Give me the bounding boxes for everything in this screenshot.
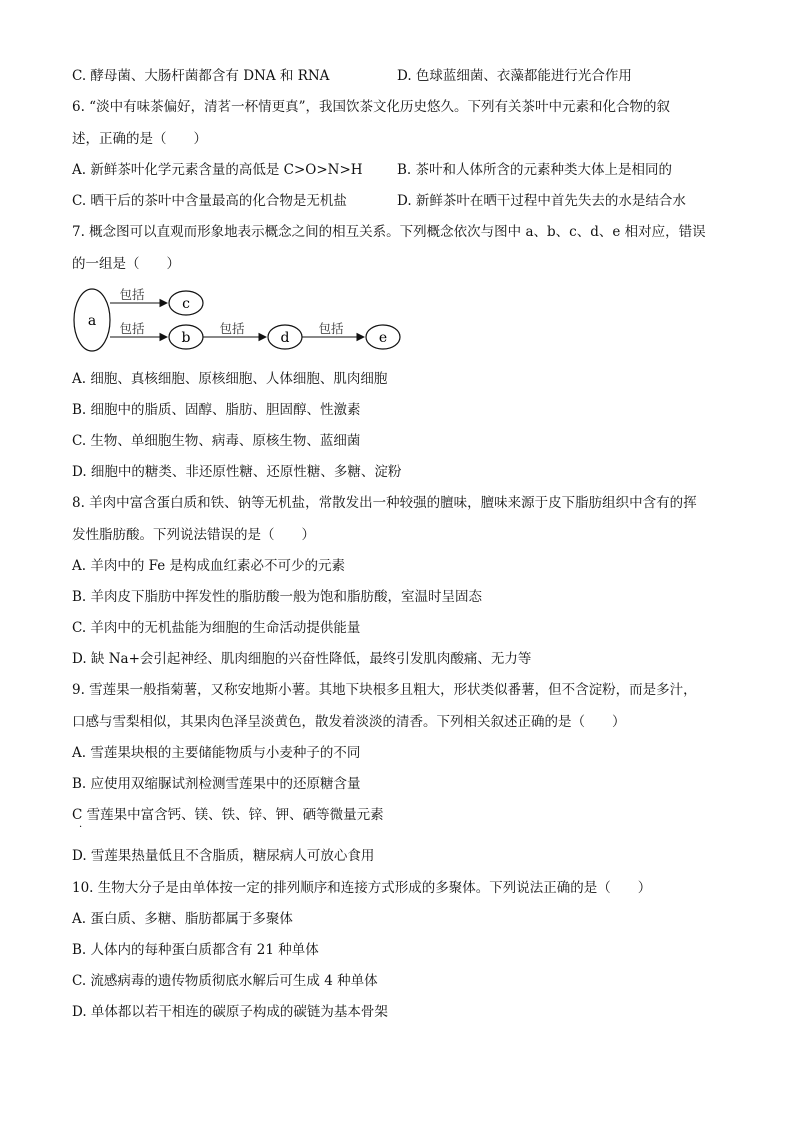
q7-stem-line1: 7. 概念图可以直观而形象地表示概念之间的相互关系。下列概念依次与图中 a、b、c、d、e 相对应，错误: [72, 224, 706, 240]
q6-option-b: B. 茶叶和人体所含的元素种类大体上是相同的: [397, 162, 673, 178]
q5-option-d: D. 色球蓝细菌、衣藻都能进行光合作用: [397, 68, 632, 84]
edge-label-b-d: 包括: [219, 321, 245, 336]
q5-option-c: C. 酵母菌、大肠杆菌都含有 DNA 和 RNA: [72, 68, 330, 84]
q7-option-a: A. 细胞、真核细胞、原核细胞、人体细胞、肌肉细胞: [72, 371, 388, 387]
q8-option-c: C. 羊肉中的无机盐能为细胞的生命活动提供能量: [72, 620, 361, 636]
q10-option-c: C. 流感病毒的遗传物质彻底水解后可生成 4 种单体: [72, 973, 378, 989]
q9-option-a: A. 雪莲果块根的主要储能物质与小麦种子的不同: [72, 745, 361, 761]
q9-stem-line2: 口感与雪梨相似，其果肉色泽呈淡黄色，散发着淡淡的清香。下列相关叙述正确的是（ ）: [72, 714, 626, 730]
q10-option-b: B. 人体内的每种蛋白质都含有 21 种单体: [72, 942, 319, 958]
q8-option-b: B. 羊肉皮下脂肪中挥发性的脂肪酸一般为饱和脂肪酸，室温时呈固态: [72, 589, 483, 605]
q7-option-c: C. 生物、单细胞生物、病毒、原核生物、蓝细菌: [72, 433, 361, 449]
q9-stem-line1: 9. 雪莲果一般指菊薯，又称安地斯小薯。其地下块根多且粗大，形状类似番薯，但不含淀粉，而是多汁，: [72, 682, 697, 698]
q10-stem: 10. 生物大分子是由单体按一定的排列顺序和连接方式形成的多聚体。下列说法正确的是（ ）: [72, 880, 652, 896]
q8-stem-line1: 8. 羊肉中富含蛋白质和铁、钠等无机盐，常散发出一种较强的膻味，膻味来源于皮下脂肪组织中含有的挥: [72, 495, 697, 511]
q10-option-a: A. 蛋白质、多糖、脂肪都属于多聚体: [72, 911, 293, 927]
q6-option-a: A. 新鲜茶叶化学元素含量的高低是 C>O>N>H: [72, 162, 363, 178]
q9-option-d: D. 雪莲果热量低且不含脂质，糖尿病人可放心食用: [72, 848, 375, 864]
q8-option-a: A. 羊肉中的 Fe 是构成血红素必不可少的元素: [72, 558, 346, 574]
node-a-label: a: [87, 313, 97, 329]
stray-dot: ·: [79, 822, 83, 833]
edge-label-a-c: 包括: [119, 287, 145, 302]
q6-stem-line1: 6. “淡中有味茶偏好，清茗一杯情更真”，我国饮茶文化历史悠久。下列有关茶叶中元素和化合物的叙: [72, 99, 670, 115]
q7-option-b: B. 细胞中的脂质、固醇、脂肪、胆固醇、性激素: [72, 402, 361, 418]
q9-option-b: B. 应使用双缩脲试剂检测雪莲果中的还原糖含量: [72, 776, 361, 792]
concept-diagram: [70, 284, 470, 364]
q8-stem-line2: 发性脂肪酸。下列说法错误的是（ ）: [72, 527, 315, 543]
q6-option-d: D. 新鲜茶叶在晒干过程中首先失去的水是结合水: [397, 193, 686, 209]
q7-stem-line2: 的一组是（ ）: [72, 256, 180, 272]
node-e-label: e: [378, 330, 388, 346]
node-c-label: c: [182, 296, 190, 312]
q7-option-d: D. 细胞中的糖类、非还原性糖、还原性糖、多糖、淀粉: [72, 464, 402, 480]
node-d-label: d: [280, 330, 290, 346]
q6-stem-line2: 述，正确的是（ ）: [72, 131, 207, 147]
q10-option-d: D. 单体都以若干相连的碳原子构成的碳链为基本骨架: [72, 1004, 388, 1020]
edge-label-a-b: 包括: [119, 321, 145, 336]
q9-option-c: C 雪莲果中富含钙、镁、铁、锌、钾、硒等微量元素: [72, 807, 384, 823]
q6-option-c: C. 晒干后的茶叶中含量最高的化合物是无机盐: [72, 193, 347, 209]
q8-option-d: D. 缺 Na+会引起神经、肌肉细胞的兴奋性降低，最终引发肌肉酸痛、无力等: [72, 651, 532, 667]
edge-label-d-e: 包括: [318, 321, 344, 336]
node-b-label: b: [181, 330, 191, 346]
